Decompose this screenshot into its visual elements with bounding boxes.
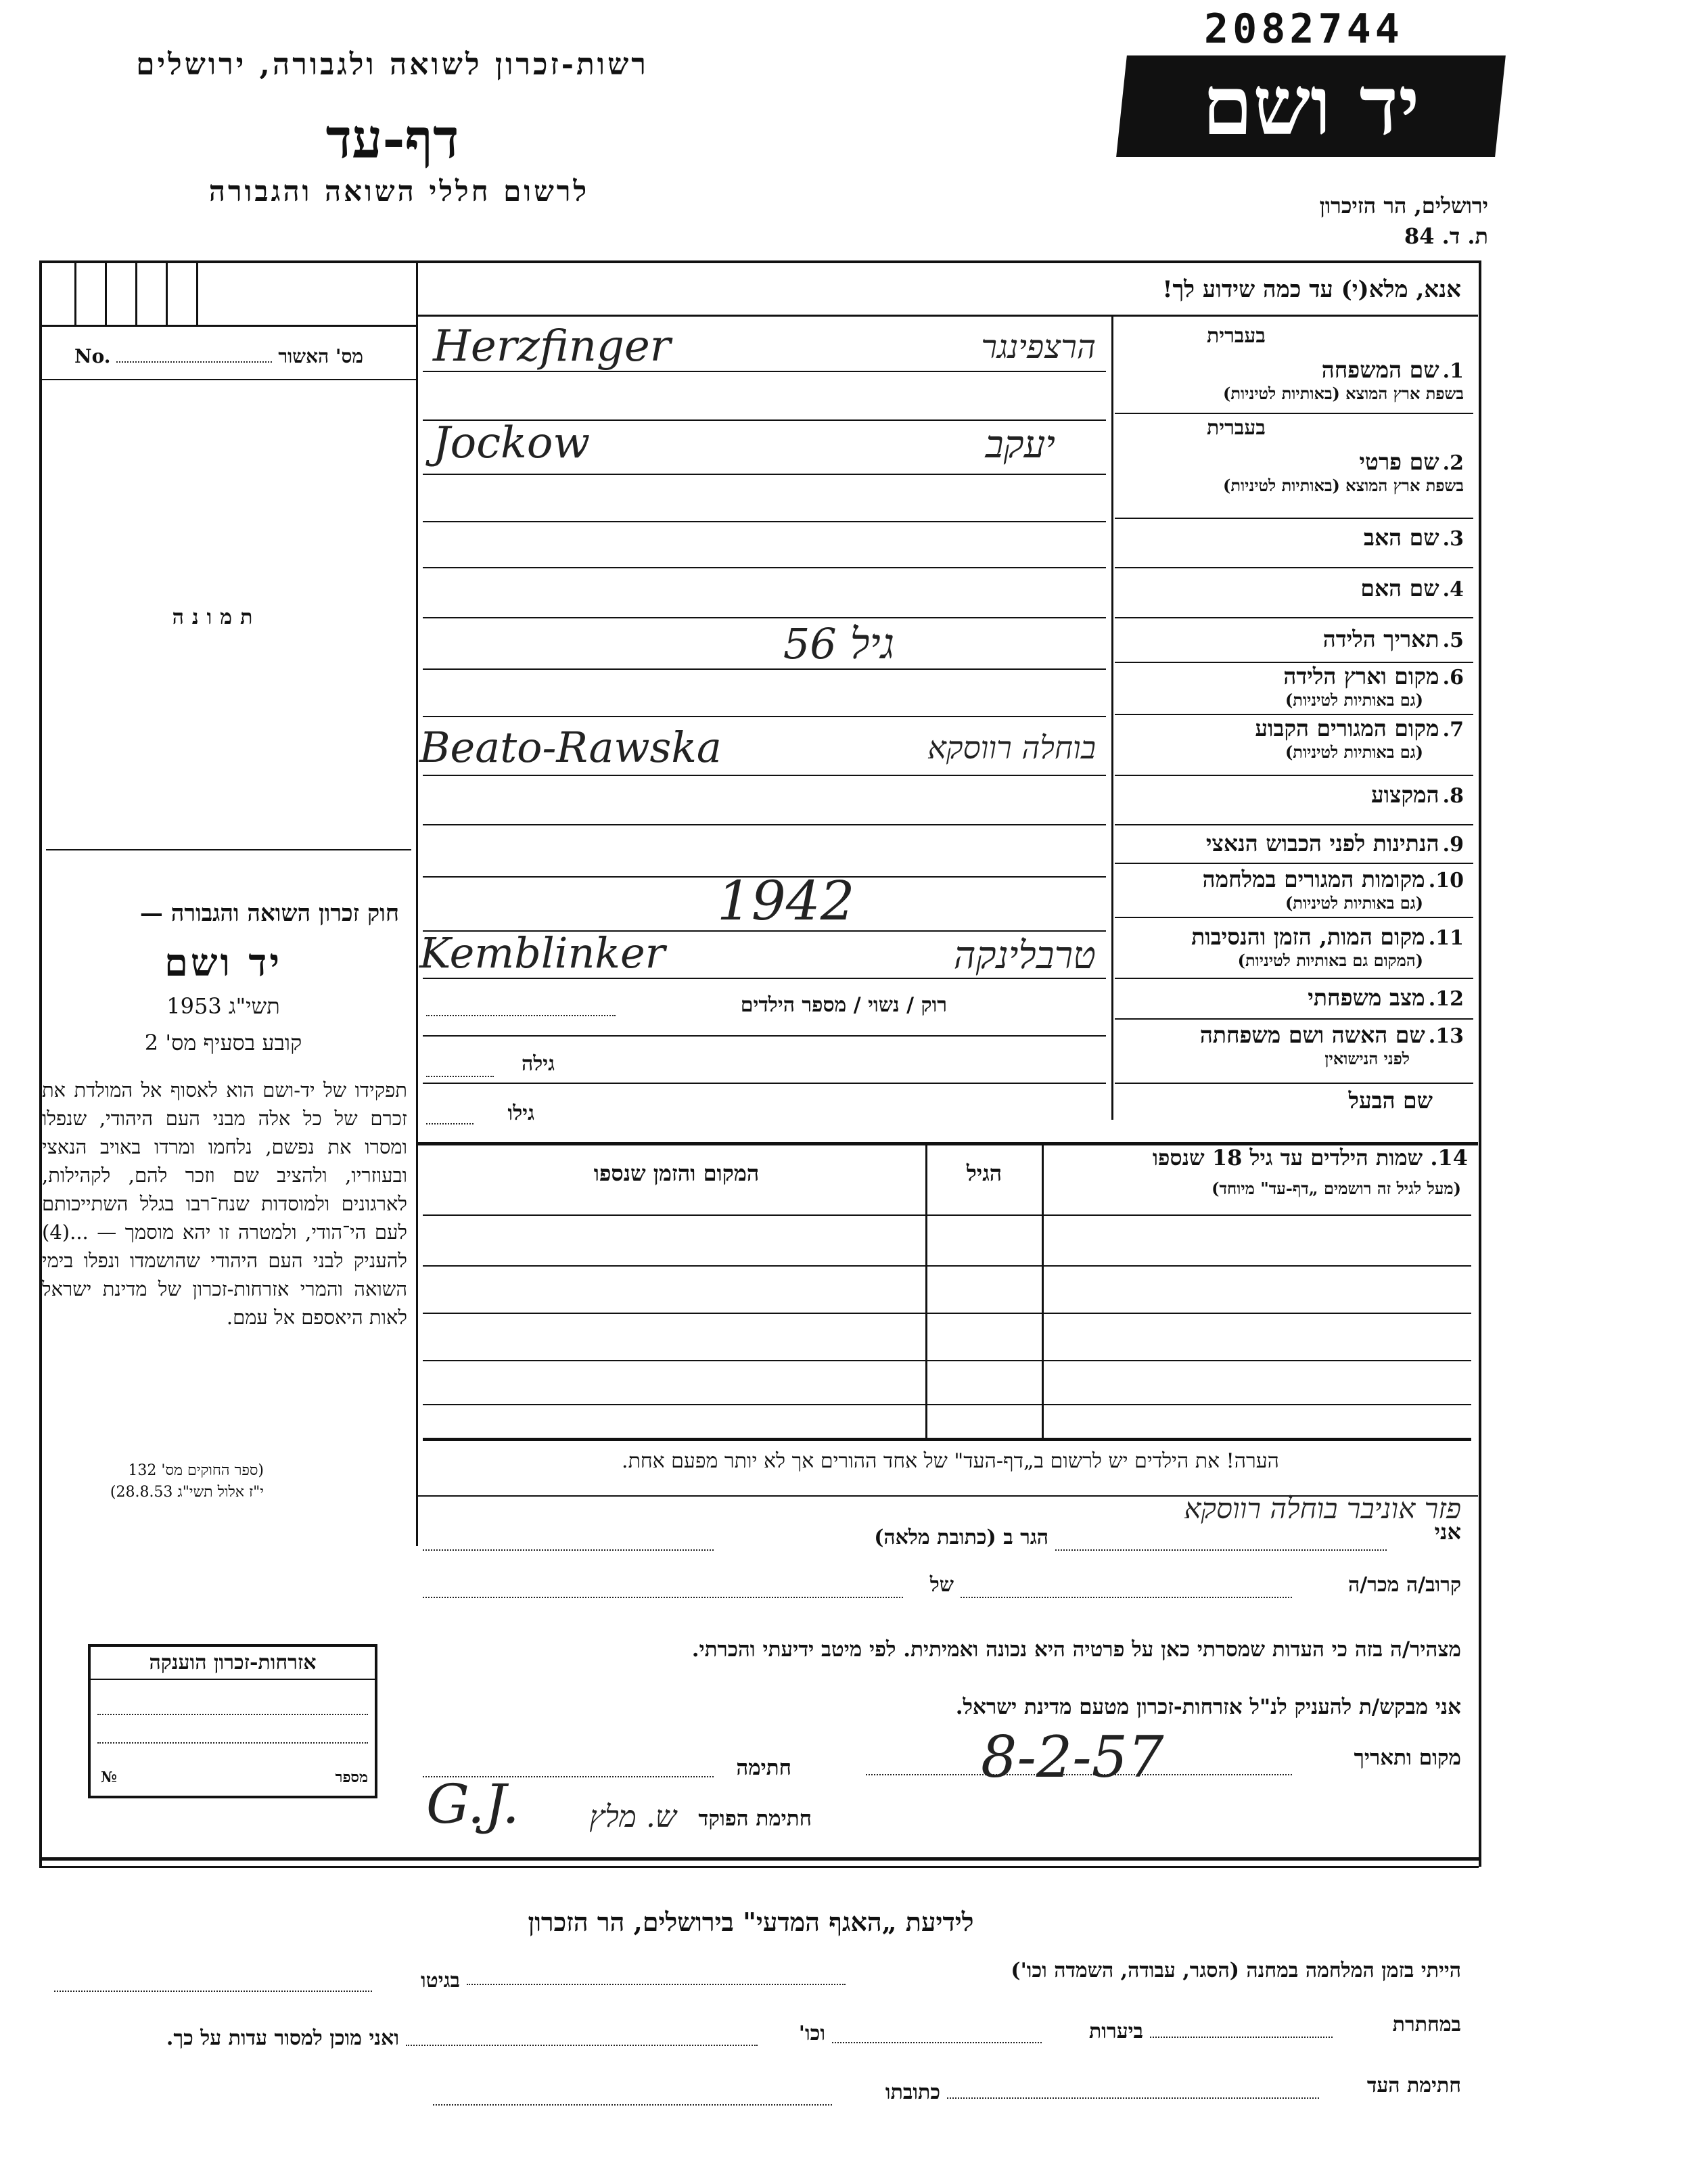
children-row-line bbox=[423, 1265, 1471, 1267]
children-row-line bbox=[423, 1404, 1471, 1405]
instruction: אנא, מלא(י) עד כמה שידוע לך! bbox=[1162, 276, 1461, 303]
answer-line bbox=[423, 978, 1106, 979]
declaration-i: אני bbox=[1434, 1519, 1461, 1545]
children-title bbox=[1055, 1145, 1468, 1170]
field-8-label bbox=[1126, 781, 1464, 809]
residence-latin-handwritten: Beato-Rawska bbox=[419, 723, 722, 772]
address-line-2: ת. ד. 84 bbox=[1404, 223, 1488, 249]
field-11-num: 11. bbox=[1428, 926, 1464, 950]
relative-dotline bbox=[961, 1597, 1292, 1598]
children-table-bottom bbox=[423, 1438, 1471, 1441]
declaration-address-dotline bbox=[423, 1549, 714, 1551]
row-line bbox=[1115, 518, 1473, 519]
law-title: חוק זכרון השואה והגבורה — bbox=[139, 900, 399, 927]
declaration-request: אני מבקש/ת להעניק לנ"ל אזרחות-זכרון מטעם מדינת ישראל. bbox=[955, 1695, 1461, 1719]
answer-line bbox=[423, 474, 1106, 475]
field-6-sub: (גם באותיות לטיניות) bbox=[1285, 690, 1423, 710]
field-4-name: שם האם bbox=[1360, 575, 1439, 601]
children-row-line bbox=[423, 1313, 1471, 1314]
label-column-divider bbox=[1111, 315, 1113, 1120]
field-10-num: 10. bbox=[1428, 869, 1464, 892]
footer-underground: במחתרת bbox=[1392, 2013, 1461, 2037]
address-line-1: ירושלים, הר הזיכרון bbox=[1319, 193, 1488, 219]
answer-line bbox=[423, 617, 1106, 618]
footer-line1: הייתי בזמן המלחמה במחנה (הסגר, עבודה, השמדה וכו') bbox=[1011, 1959, 1461, 1982]
answer-line bbox=[423, 1035, 1106, 1037]
field-6-name: מקום וארץ הלידה bbox=[1283, 663, 1439, 689]
declaration-relative: קרוב/ה מכר/ה bbox=[1348, 1573, 1461, 1597]
of-dotline bbox=[423, 1597, 903, 1598]
children-title-text: שמות הילדים עד גיל 18 שנספו bbox=[1152, 1145, 1423, 1170]
declaration-name-dotline bbox=[1055, 1549, 1387, 1551]
fields-labels bbox=[1115, 315, 1473, 1120]
footer-witness-sig: חתימת העד bbox=[1366, 2074, 1461, 2097]
marital-dotline bbox=[426, 1015, 616, 1016]
footer-camp-dotline bbox=[467, 1984, 846, 1985]
children-row-line bbox=[423, 1360, 1471, 1361]
field-12-label bbox=[1126, 984, 1464, 1012]
footer-etc: וכו' bbox=[798, 2022, 825, 2045]
field-1-num: 1. bbox=[1442, 359, 1464, 383]
footer-ready: ואני מוכן למסור עדות על כך. bbox=[166, 2026, 399, 2050]
field-7-label bbox=[1126, 715, 1464, 763]
left-cell-divider bbox=[135, 260, 137, 325]
field-5-label bbox=[1126, 626, 1464, 653]
row-line bbox=[1115, 917, 1473, 918]
photo-top bbox=[39, 379, 418, 380]
photo-bottom bbox=[46, 849, 411, 850]
field-1-side: בעברית bbox=[1207, 324, 1266, 348]
authority-line: רשות-זכרון לשואה ולגבורה, ירושלים bbox=[136, 47, 649, 82]
footer-separator-2 bbox=[39, 1866, 1479, 1868]
row-line bbox=[1115, 662, 1473, 663]
footer-witness-dotline bbox=[947, 2097, 1319, 2099]
officer-signature-label: חתימת הפוקד bbox=[698, 1806, 812, 1831]
wife-age-label: גילה bbox=[521, 1052, 555, 1076]
approval-label: מס' האשור bbox=[278, 345, 364, 367]
answer-line bbox=[423, 521, 1106, 522]
field-2-label bbox=[1126, 416, 1464, 496]
field-9-name: הנתינות לפני הכבוש הנאצי bbox=[1205, 830, 1439, 857]
answer-line bbox=[423, 775, 1106, 776]
children-note: (מעל לגיל זה רושמים „דף-עד" מיוחד) bbox=[1211, 1179, 1461, 1198]
death-place-hebrew-handwritten: טרבלינקה bbox=[953, 934, 1096, 978]
document-number: 2082744 bbox=[1204, 5, 1404, 53]
age-handwritten: גיל 56 bbox=[783, 619, 895, 668]
wife-age-dotline bbox=[426, 1076, 494, 1077]
officer-signature-handwritten: ש. מלץ bbox=[589, 1800, 676, 1834]
surname-latin-handwritten: Herzfinger bbox=[433, 321, 671, 371]
row-line bbox=[1115, 1083, 1473, 1084]
law-year: תשי"ג 1953 bbox=[166, 993, 280, 1019]
declaration-resident: הגר ב (כתובת מלאה) bbox=[874, 1526, 1048, 1549]
husband-age-label: גילו bbox=[507, 1101, 534, 1125]
field-13-label bbox=[1126, 1022, 1464, 1069]
row-line bbox=[1115, 863, 1473, 864]
field-13-num: 13. bbox=[1428, 1024, 1464, 1048]
field-11-sub: (המקום גם באותיות לטיניות) bbox=[1237, 951, 1423, 970]
answer-line bbox=[423, 1083, 1106, 1084]
left-cells-bottom bbox=[39, 325, 418, 327]
footer-underground-dotline bbox=[1150, 2037, 1333, 2038]
field-11-name: מקום המות, הזמן והנסיבות bbox=[1191, 924, 1425, 950]
citizenship-box-title: אזרחות-זכרון הוענקה bbox=[149, 1651, 317, 1675]
field-6-num: 6. bbox=[1442, 666, 1464, 689]
row-line bbox=[1115, 567, 1473, 568]
field-1-sub: בשפת ארץ המוצא (באותיות לטיניות) bbox=[1223, 384, 1464, 403]
field-11-label bbox=[1126, 924, 1464, 971]
row-line bbox=[1115, 775, 1473, 776]
marital-options: רוק / נשוי / מספר הילדים bbox=[740, 993, 947, 1017]
footer-forests: ביערות bbox=[1088, 2020, 1143, 2043]
children-col-place: המקום והזמן שנספו bbox=[593, 1160, 760, 1186]
field-2-name: שם פרטי bbox=[1359, 449, 1439, 475]
signature-label: חתימה bbox=[736, 1756, 791, 1780]
field-4-label bbox=[1126, 575, 1464, 602]
witness-address-handwritten: פזר אוניבר בוחלה רווסקא bbox=[1184, 1492, 1461, 1525]
field-3-label bbox=[1126, 524, 1464, 551]
field-5-num: 5. bbox=[1442, 629, 1464, 652]
field-8-name: המקצוע bbox=[1370, 781, 1439, 808]
firstname-hebrew-handwritten: יעקב bbox=[985, 423, 1055, 467]
logo-text: יד ושם bbox=[1202, 58, 1420, 154]
children-header-line bbox=[423, 1214, 1471, 1216]
husband-label: שם הבעל bbox=[1348, 1087, 1433, 1114]
field-4-num: 4. bbox=[1442, 578, 1464, 601]
law-name: יד ושם bbox=[164, 940, 283, 985]
death-place-latin-handwritten: Kemblinker bbox=[419, 928, 666, 978]
field-12-name: מצב משפחתי bbox=[1308, 984, 1425, 1011]
field-12-num: 12. bbox=[1428, 987, 1464, 1011]
left-cell-divider bbox=[105, 260, 107, 325]
date-handwritten: 8-2-57 bbox=[981, 1724, 1164, 1790]
field-6-label bbox=[1126, 663, 1464, 710]
row-line bbox=[1115, 978, 1473, 979]
row-line bbox=[1115, 824, 1473, 825]
footer-forests-dotline bbox=[832, 2042, 1042, 2043]
footer-ghetto: בגיטו bbox=[420, 1969, 460, 1993]
footer-separator-1 bbox=[39, 1857, 1479, 1861]
declaration-declare: מצהיר/ה בזה כי העדות שמסרתי כאן על פרטיה היא נכונה ואמיתית. לפי מיטב ידיעתי והכרתי. bbox=[691, 1637, 1461, 1662]
footer-title: לידיעת „האגף המדעי" בירושלים, הר הזכרון bbox=[528, 1907, 974, 1937]
row-line bbox=[1115, 617, 1473, 618]
left-cell-divider bbox=[196, 260, 198, 325]
field-10-label bbox=[1126, 866, 1464, 913]
field-7-sub: (גם באותיות לטיניות) bbox=[1285, 742, 1423, 762]
field-1-label bbox=[1126, 324, 1464, 404]
residence-hebrew-handwritten: בוחלה רווסקא bbox=[927, 729, 1096, 766]
footer-etc-dotline bbox=[406, 2045, 758, 2046]
answer-line bbox=[423, 567, 1106, 568]
footer-address: כתובתו bbox=[885, 2081, 940, 2104]
answer-line bbox=[423, 716, 1106, 717]
row-line bbox=[1115, 1018, 1473, 1020]
children-col-divider-1 bbox=[925, 1143, 927, 1441]
law-ref-2: י"ז אלול תשי"ג 28.8.53) bbox=[110, 1484, 264, 1501]
field-3-name: שם האב bbox=[1364, 524, 1439, 551]
approval-number bbox=[74, 345, 399, 368]
law-ref-1: (ספר החוקים מס' 132 bbox=[128, 1462, 264, 1479]
law-clause: קובע בסעיף מס' 2 bbox=[144, 1030, 302, 1055]
form-title: דף-עד bbox=[325, 107, 459, 171]
citizenship-box bbox=[88, 1644, 377, 1798]
approval-no-label: No. bbox=[74, 345, 111, 367]
field-10-sub: (גם באותיות לטיניות) bbox=[1285, 893, 1423, 913]
surname-hebrew-handwritten: הרצפינגר bbox=[981, 328, 1096, 366]
field-7-num: 7. bbox=[1442, 718, 1464, 742]
field-10-name: מקומות המגורים במלחמה bbox=[1202, 866, 1425, 892]
footer-ghetto-dotline bbox=[54, 1991, 372, 1992]
field-7-name: מקום המגורים הקבוע bbox=[1255, 715, 1439, 742]
field-13-name: שם האשה ושם משפחתה bbox=[1199, 1022, 1425, 1048]
remark: הערה! את הילדים יש לרשום ב„דף-העד" של אחד ההורים אך לא יותר מפעם אחת. bbox=[622, 1449, 1279, 1473]
left-panel-divider bbox=[416, 260, 418, 1546]
row-line bbox=[1115, 714, 1473, 715]
yad-vashem-logo bbox=[1116, 55, 1506, 157]
field-3-num: 3. bbox=[1442, 527, 1464, 551]
field-2-num: 2. bbox=[1442, 451, 1464, 475]
children-col-age: הגיל bbox=[966, 1160, 1002, 1186]
left-cell-divider bbox=[166, 260, 168, 325]
field-13-sub: לפני הנישואין bbox=[1324, 1049, 1410, 1068]
citizenship-num-label: מספר bbox=[335, 1769, 368, 1786]
field-9-label bbox=[1126, 830, 1464, 857]
field-2-side: בעברית bbox=[1207, 416, 1266, 440]
place-date-label: מקום ותאריך bbox=[1354, 1746, 1461, 1770]
field-2-sub: בשפת ארץ המוצא (באותיות לטיניות) bbox=[1223, 476, 1464, 495]
signature-handwritten: G.J. bbox=[426, 1773, 520, 1836]
field-8-num: 8. bbox=[1442, 784, 1464, 808]
citizenship-num-sign: № bbox=[101, 1769, 117, 1786]
field-5-name: תאריך הלידה bbox=[1322, 626, 1439, 652]
photo-label: תמונה bbox=[172, 606, 261, 629]
declaration-of: של bbox=[929, 1573, 954, 1597]
field-9-num: 9. bbox=[1442, 833, 1464, 857]
children-num: 14. bbox=[1430, 1145, 1468, 1170]
children-col-divider-2 bbox=[1042, 1143, 1044, 1441]
footer-address-dotline bbox=[433, 2104, 832, 2106]
firstname-latin-handwritten: Jockow bbox=[433, 418, 591, 468]
year-handwritten: 1942 bbox=[717, 869, 855, 932]
husband-age-dotline bbox=[426, 1123, 474, 1124]
row-line bbox=[1115, 413, 1473, 414]
law-text: תפקידו של יד-ושם הוא לאסוף אל המולדת את זכרם של כל אלה מבני העם היהודי, שנפלו ומסרו את נפשם, נלחמו ומרדו באויב הנאצי ובעוזריו, ולהציב שם וזכר להם, לקהילות, לארגונים ולמוסדות שנח־רבו בגלל השתייכותם לעם הי־הודי, ולמטרה זו יהא מוסמך — ...(4) להעניק לבני העם היהודי שהושמדו ונפלו בימי השואה והמרי אזרחות-זכרון של מדינת ישראל לאות היאספם אל עמם. bbox=[42, 1078, 407, 1329]
answer-line bbox=[423, 824, 1106, 825]
field-1-name: שם המשפחה bbox=[1321, 357, 1439, 383]
left-cell-divider bbox=[74, 260, 76, 325]
form-subtitle: לרשום חללי השואה והגבורה bbox=[208, 175, 590, 208]
